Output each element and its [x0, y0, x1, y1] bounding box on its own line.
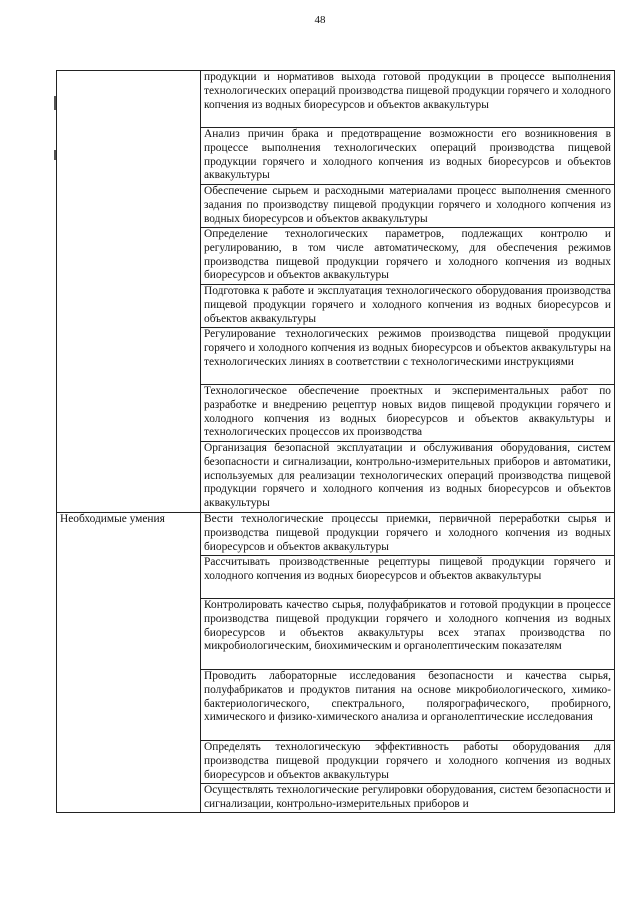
cell-text: Вести технологические процессы приемки, первичной переработки сырья и производства пищевой продукции горячего и холодного копчения из водных биоресурсов и объектов аквакультуры: [204, 513, 611, 553]
table-cell: [201, 328, 615, 385]
table-cell: [201, 741, 615, 784]
cell-text: Подготовка к работе и эксплуатация технологического оборудования производства пищевой продукции горячего и холодного копчения из водных биоресурсов и объектов аквакультуры: [204, 285, 611, 325]
table-cell: [201, 385, 615, 442]
table-cell: [201, 513, 615, 556]
cell-text: Регулирование технологических режимов производства пищевой продукции горячего и холодного копчения из водных биоресурсов и объектов аквакультуры на технологических линиях в соответствии с технологическими инструкциями: [204, 328, 611, 368]
table-row: [57, 513, 615, 556]
cell-text: Рассчитывать производственные рецептуры пищевой продукции горячего и холодного копчения из водных биоресурсов и объектов аквакультуры: [204, 556, 611, 582]
table-cell: [201, 185, 615, 228]
cell-text: Обеспечение сырьем и расходными материалами процесс выполнения сменного задания по производству пищевой продукции горячего и холодного копчения из водных биоресурсов и объектов аквакультуры: [204, 185, 611, 225]
cell-text: Проводить лабораторные исследования безопасности и качества сырья, полуфабрикатов и продуктов питания на основе микробиологического, химико-бактериологического, спектрального, полярографического, пробирного, химического и физико-химического анализа и органолептические исследования: [204, 670, 611, 724]
table-cell: [201, 71, 615, 128]
page-number: 48: [314, 14, 326, 26]
table-cell: [201, 128, 615, 185]
cell-text: Определять технологическую эффективность работы оборудования для производства пищевой продукции горячего и холодного копчения из водных биоресурсов и объектов аквакультуры: [204, 741, 611, 781]
label-cell-empty: [57, 71, 201, 513]
skills-label-cell: [57, 513, 201, 813]
table-cell: [201, 228, 615, 285]
table-cell: [201, 784, 615, 813]
cell-text: Анализ причин брака и предотвращение возможности его возникновения в процессе выполнения технологических операций производства пищевой продукции горячего и холодного копчения из водных биоресурсов и объектов аквакультуры: [204, 128, 611, 182]
table-cell: [201, 556, 615, 599]
table-cell: [201, 599, 615, 670]
table-row: [57, 71, 615, 128]
cell-text: продукции и нормативов выхода готовой продукции в процессе выполнения технологических операций производства пищевой продукции горячего и холодного копчения из водных биоресурсов и объектов аквакультуры: [204, 71, 611, 111]
cell-text: Технологическое обеспечение проектных и экспериментальных работ по разработке и внедрению рецептур новых видов пищевой продукции горячего и холодного копчения из водных биоресурсов и объектов аквакультуры и технологических процессов их производства: [204, 385, 611, 439]
skills-label: Необходимые умения: [60, 513, 165, 525]
table-cell: [201, 285, 615, 328]
cell-text: Контролировать качество сырья, полуфабрикатов и готовой продукции в процессе производства пищевой продукции горячего и холодного копчения из водных биоресурсов и объектов аквакультуры всех этапах производства по микробиологическим, биохимическим и органолептическим показателям: [204, 599, 611, 653]
cell-text: Организация безопасной эксплуатации и обслуживания оборудования, систем безопасности и сигнализации, контрольно-измерительных приборов и автоматики, используемых для реализации технологических операций производства пищевой продукции горячего и холодного копчения из водных биоресурсов и объектов аквакультуры: [204, 442, 611, 510]
cell-text: Осуществлять технологические регулировки оборудования, систем безопасности и сигнализации, контрольно-измерительных приборов и: [204, 784, 611, 810]
table-cell: [201, 442, 615, 513]
table-cell: [201, 670, 615, 741]
cell-text: Определение технологических параметров, подлежащих контролю и регулированию, в том числе автоматическому, для обеспечения режимов производства пищевой продукции горячего и холодного копчения из водных биоресурсов и объектов аквакультуры: [204, 228, 611, 282]
competency-table: [56, 70, 615, 813]
